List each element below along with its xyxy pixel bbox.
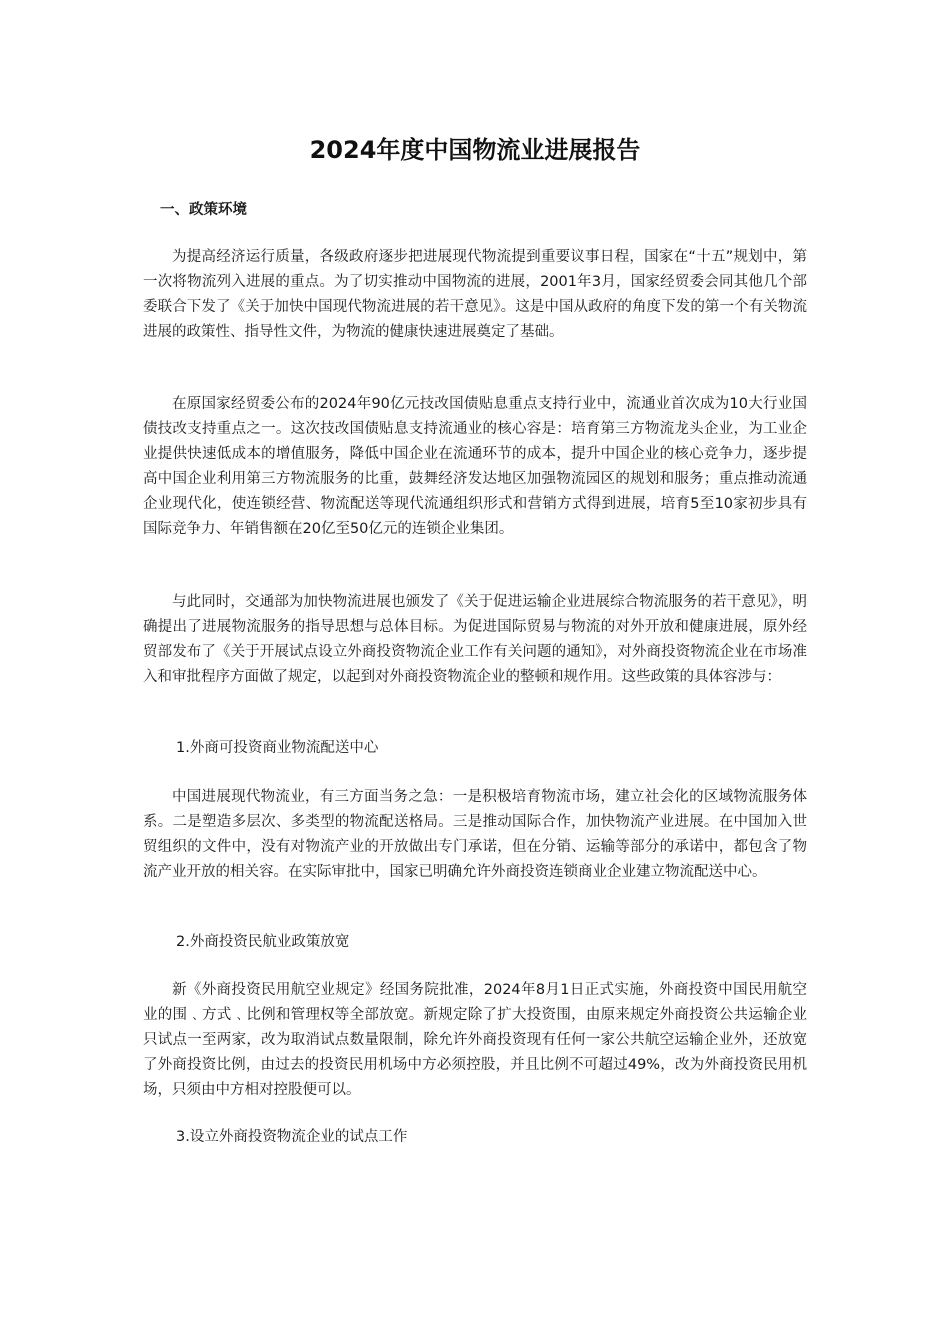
paragraph-distribution-centers: 中国进展现代物流业，有三方面当务之急：一是积极培育物流市场，建立社会化的区域物流服务体系。二是塑造多层次、多类型的物流配送格局。三是推动国际合作，加快物流产业进展。在中国加入世贸组织的文件中，没有对物流产业的开放做出专门承诺，但在分销、运输等部分的承诺中，都包含了物流产业开放的相关容。在实际审批中，国家已明确允许外商投资连锁商业企业建立物流配送中心。 — [143, 789, 807, 880]
section-heading-policy-environment: 一、政策环境 — [160, 202, 247, 218]
paragraph-civil-aviation: 新《外商投资民用航空业规定》经国务院批准，2024年8月1日正式实施，外商投资中国民用航空业的围﹑方式﹑比例和管理权等全部放宽。新规定除了扩大投资围，由原来规定外商投资公共运输企业只试点一至两家，改为取消试点数量限制，除允许外商投资现有任何一家公共航空运输企业外，还放宽了外商投资比例，由过去的投资民用机场中方必须控股，并且比例不可超过49%，改为外商投资民用机场，只须由中方相对控股便可以。 — [143, 982, 807, 1098]
paragraph-transport-ministry: 与此同时，交通部为加快物流进展也颁发了《关于促进运输企业进展综合物流服务的若干意见》，明确提出了进展物流服务的指导思想与总体目标。为促进国际贸易与物流的对外开放和健康进展，原外经贸部发布了《关于开展试点设立外商投资物流企业工作有关问题的通知》，对外商投资物流企业在市场准入和审批程序方面做了规定，以起到对外商投资物流企业的整顿和规作用。这些政策的具体容涉与： — [143, 594, 807, 685]
paragraph-policy-intro: 为提高经济运行质量，各级政府逐步把进展现代物流提到重要议事日程，国家在“十五”规划中，第一次将物流列入进展的重点。为了切实推动中国物流的进展，2001年3月，国家经贸委会同其他几个部委联合下发了《关于加快中国现代物流进展的若干意见》。这是中国从政府的角度下发的第一个有关物流进展的政策性、指导性文件，为物流的健康快速进展奠定了基础。 — [143, 249, 807, 340]
paragraph-tech-reform-bonds: 在原国家经贸委公布的2024年90亿元技改国债贴息重点支持行业中，流通业首次成为10大行业国债技改支持重点之一。这次技改国债贴息支持流通业的核心容是：培育第三方物流龙头企业，为工业企业提供快速低成本的增值服务，降低中国企业在流通环节的成本，提升中国企业的核心竞争力，逐步提高中国企业利用第三方物流服务的比重，鼓舞经济发达地区加强物流园区的规划和服务；重点推动流通企业现代化，使连锁经营、物流配送等现代流通组织形式和营销方式得到进展，培育5至10家初步具有国际竞争力、年销售额在20亿至50亿元的连锁企业集团。 — [143, 396, 807, 537]
item-heading-civil-aviation: 2.外商投资民航业政策放宽 — [176, 934, 350, 950]
document-title: 2024年度中国物流业进展报告 — [309, 136, 641, 164]
item-heading-pilot-logistics: 3.设立外商投资物流企业的试点工作 — [176, 1129, 408, 1145]
item-heading-distribution-centers: 1.外商可投资商业物流配送中心 — [176, 740, 379, 756]
